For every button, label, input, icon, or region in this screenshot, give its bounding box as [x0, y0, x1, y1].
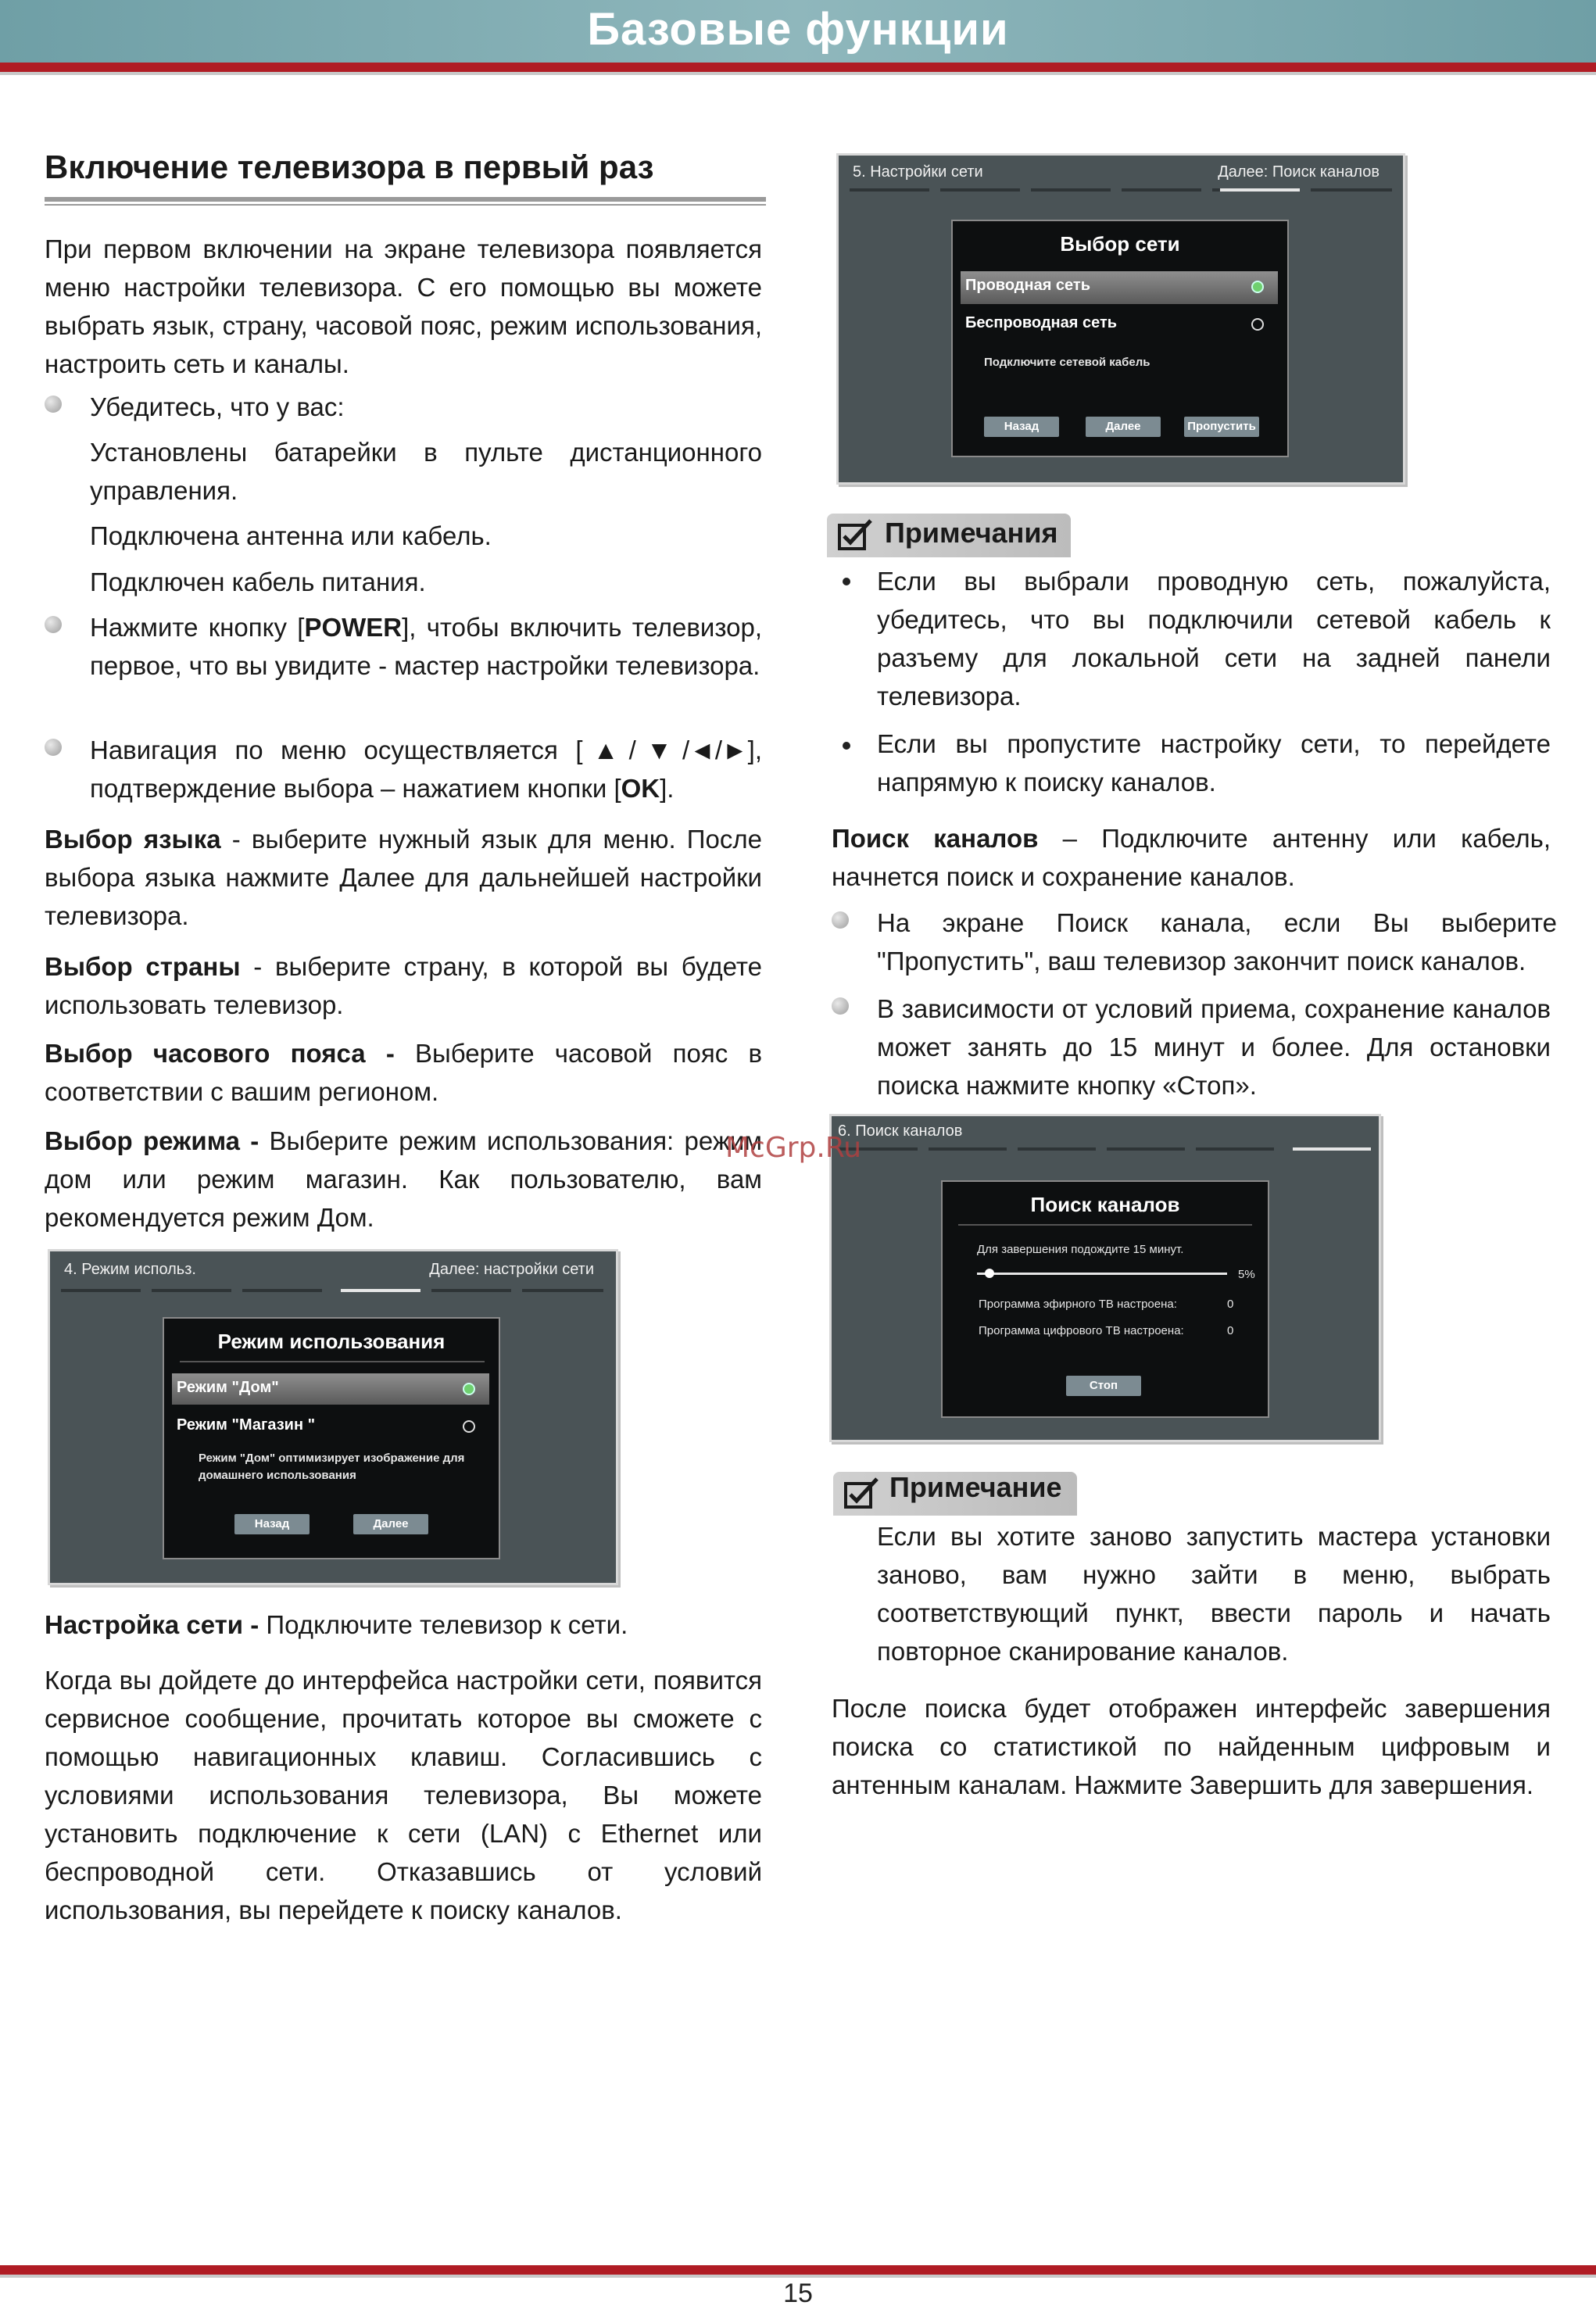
check-title: Убедитесь, что у вас:	[90, 392, 345, 421]
title-underline-thin	[45, 204, 766, 206]
check-item-batteries: Установлены батарейки в пульте дистанционного управления.	[90, 438, 762, 505]
tv-mode-desc-line2: домашнего использования	[199, 1469, 356, 1482]
tv-screen-mode	[48, 1249, 618, 1585]
check-item-power-cable: Подключен кабель питания.	[90, 567, 426, 596]
bullet-disc-icon	[45, 739, 62, 756]
tv-progress-segment	[1018, 1147, 1096, 1151]
tv-skip-button[interactable]: Пропустить	[1184, 417, 1259, 437]
header-grey-rule	[0, 72, 1596, 75]
note-text: Если вы хотите заново запустить мастера установки заново, вам нужно зайти в меню, выбрать соответствующий пункт, ввести пароль и начать повторное сканирование каналов.	[877, 1522, 1551, 1666]
tv-progress-segment-active	[341, 1289, 420, 1292]
tv-progress-segment	[1311, 188, 1392, 192]
radio-selected-icon	[1251, 281, 1264, 293]
tv-dialog-rule	[958, 1224, 1252, 1226]
tv-search-progress-track	[977, 1273, 1227, 1275]
tv-stop-button[interactable]: Стоп	[1066, 1376, 1141, 1396]
note-item-skip: Если вы пропустите настройку сети, то перейдете напрямую к поиску каналов.	[877, 729, 1551, 797]
tv-progress-segment	[929, 1147, 1007, 1151]
bullet-disc-icon	[45, 616, 62, 633]
power-instruction: Нажмите кнопку [POWER], чтобы включить телевизор, первое, что вы увидите - мастер настройки телевизора.	[90, 613, 762, 680]
radio-empty-icon	[463, 1420, 475, 1433]
section-title: Включение телевизора в первый раз	[45, 149, 654, 185]
network-paragraph: Когда вы дойдете до интерфейса настройки сети, появится сервисное сообщение, прочитать которое вы сможете с помощью навигационных клавиш. Согласившись с условиями использования телевизора, Вы можете установить подключение к сети (LAN) с Ethernet или беспроводной сети. Отказавшись от условий использования, вы перейдете к поиску каналов.	[45, 1666, 762, 1924]
bullet-disc-icon	[832, 997, 849, 1015]
tv-mode-desc-line1: Режим "Дом" оптимизирует изображение для	[199, 1452, 465, 1465]
page-number: 15	[783, 2279, 813, 2308]
bullet-dot-icon	[843, 578, 850, 585]
tv-step-label: 6. Поиск каналов	[838, 1122, 963, 1140]
tv-option-home[interactable]: Режим "Дом"	[172, 1373, 489, 1405]
network-heading-paragraph: Настройка сети - Подключите телевизор к сети.	[45, 1610, 628, 1639]
tv-progress-segment	[1122, 188, 1201, 192]
bullet-disc-icon	[832, 911, 849, 929]
tv-dialog-title: Режим использования	[217, 1330, 446, 1353]
radio-empty-icon	[1251, 318, 1264, 331]
mode-paragraph: Выбор режима - Выберите режим использования: режим дом или режим магазин. Как пользователю, вам рекомендуется режим Дом.	[45, 1126, 762, 1232]
tv-search-progress-knob	[985, 1269, 994, 1278]
tv-progress-segment	[1196, 1147, 1274, 1151]
tv-progress-segment	[1107, 1147, 1185, 1151]
note-checkmark-icon	[836, 517, 874, 553]
title-underline	[45, 197, 766, 202]
tv-next-label: Далее: Поиск каналов	[1218, 163, 1380, 181]
tv-progress-segment	[242, 1289, 322, 1292]
page-header-title: Базовые функции	[587, 4, 1009, 55]
tv-progress-segment-active	[1220, 188, 1300, 192]
tv-back-button[interactable]: Назад	[234, 1514, 310, 1534]
note-item-wired: Если вы выбрали проводную сеть, пожалуйста, убедитесь, что вы подключили сетевой кабель к разъему для локальной сети на задней панели телевизора.	[877, 567, 1551, 711]
country-paragraph: Выбор страны - выберите страну, в которой вы будете использовать телевизор.	[45, 952, 762, 1019]
footer-grey-rule	[0, 2275, 1596, 2278]
tv-next-button[interactable]: Далее	[1086, 417, 1161, 437]
tv-progress-segment-active	[1293, 1147, 1371, 1151]
tv-search-percent: 5%	[1238, 1268, 1255, 1281]
tv-progress-segment	[850, 188, 929, 192]
note-checkmark-icon	[843, 1476, 880, 1512]
search-item-skip: На экране Поиск канала, если Вы выберите "Пропустить", ваш телевизор закончит поиск каналов.	[877, 908, 1557, 976]
note-label: Примечание	[889, 1471, 1062, 1503]
bullet-disc-icon	[45, 396, 62, 413]
footer-red-rule	[0, 2265, 1596, 2275]
search-item-duration: В зависимости от условий приема, сохранение каналов может занять до 15 минут и более. Для остановки поиска нажмите кнопку «Стоп».	[877, 994, 1551, 1100]
watermark: McGrp.Ru	[725, 1132, 862, 1164]
tv-analog-value: 0	[1227, 1298, 1234, 1311]
tv-screen-search	[829, 1114, 1381, 1442]
tv-step-label: 4. Режим использ.	[64, 1261, 196, 1278]
tv-option-store[interactable]: Режим "Магазин "	[177, 1416, 316, 1434]
tv-analog-label: Программа эфирного ТВ настроена:	[979, 1298, 1177, 1311]
final-paragraph: После поиска будет отображен интерфейс завершения поиска со статистикой по найденным цифровым и антенным каналам. Нажмите Завершить для завершения.	[832, 1694, 1551, 1799]
notes-label: Примечания	[885, 517, 1058, 549]
tv-dialog-title: Выбор сети	[1060, 232, 1180, 256]
timezone-paragraph: Выбор часового пояса - Выберите часовой пояс в соответствии с вашим регионом.	[45, 1039, 762, 1106]
tv-digital-value: 0	[1227, 1324, 1234, 1337]
tv-progress-segment	[61, 1289, 141, 1292]
header-red-rule	[0, 63, 1596, 72]
radio-selected-icon	[463, 1383, 475, 1395]
tv-back-button[interactable]: Назад	[984, 417, 1059, 437]
navigation-instruction: Навигация по меню осуществляется [▲/▼/◄/►], подтверждение выбора – нажатием кнопки [OK].	[90, 736, 762, 803]
tv-dialog-rule	[180, 1361, 485, 1362]
language-paragraph: Выбор языка - выберите нужный язык для меню. После выбора языка нажмите Далее для дальнейшей настройки телевизора.	[45, 825, 762, 930]
tv-screen-network	[836, 153, 1405, 485]
tv-digital-label: Программа цифрового ТВ настроена:	[979, 1324, 1184, 1337]
tv-progress-segment	[940, 188, 1020, 192]
bullet-dot-icon	[843, 742, 850, 750]
tv-option-wired[interactable]: Проводная сеть	[961, 271, 1278, 304]
tv-network-hint: Подключите сетевой кабель	[984, 356, 1150, 369]
tv-step-label: 5. Настройки сети	[853, 163, 983, 181]
tv-mode-dialog	[163, 1317, 500, 1559]
tv-network-dialog	[951, 220, 1289, 457]
intro-paragraph: При первом включении на экране телевизора появляется меню настройки телевизора. С его помощью вы можете выбрать язык, страну, часовой пояс, режим использования, настроить сеть и каналы.	[45, 234, 762, 378]
tv-next-label: Далее: настройки сети	[429, 1261, 594, 1278]
tv-progress-segment	[522, 1289, 603, 1292]
tv-progress-segment	[1031, 188, 1111, 192]
tv-dialog-title: Поиск каналов	[1030, 1193, 1180, 1216]
tv-next-button[interactable]: Далее	[353, 1514, 428, 1534]
tv-progress-segment	[431, 1289, 511, 1292]
tv-progress-segment	[152, 1289, 231, 1292]
channel-search-paragraph: Поиск каналов – Подключите антенну или кабель, начнется поиск и сохранение каналов.	[832, 824, 1551, 891]
tv-search-wait: Для завершения подождите 15 минут.	[977, 1243, 1184, 1256]
check-item-antenna: Подключена антенна или кабель.	[90, 521, 492, 550]
tv-option-wireless[interactable]: Беспроводная сеть	[965, 314, 1118, 331]
tv-search-dialog	[941, 1180, 1269, 1418]
